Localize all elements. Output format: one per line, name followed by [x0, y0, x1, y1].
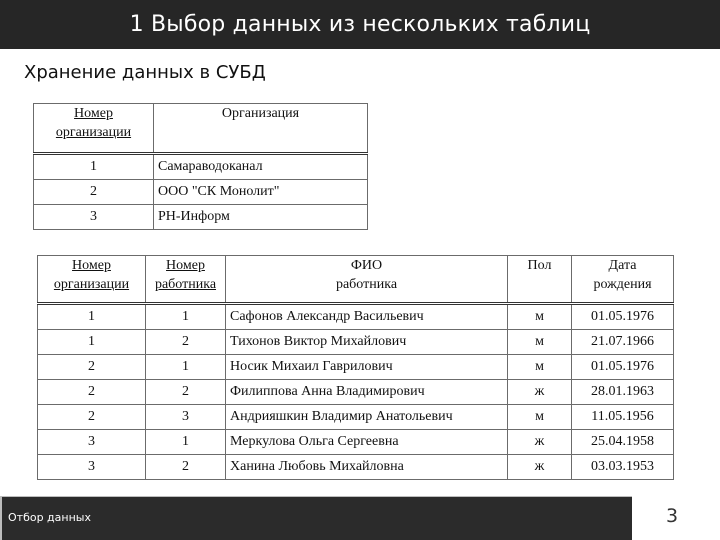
title-bar — [0, 0, 720, 49]
table-row — [34, 180, 368, 205]
column-header: ФИО работника — [226, 256, 508, 304]
table-cell: 2 — [34, 180, 154, 205]
table-cell: 01.05.1976 — [572, 355, 674, 380]
page-number: 3 — [666, 505, 679, 527]
footer-text: Отбор данных — [8, 511, 91, 524]
table-cell: 1 — [146, 304, 226, 330]
table-row — [38, 355, 674, 380]
slide-subtitle: Хранение данных в СУБД — [24, 62, 266, 83]
table-cell: Ханина Любовь Михайловна — [226, 455, 508, 480]
column-header: Номер организации — [38, 256, 146, 304]
slide-title: 1 Выбор данных из нескольких таблиц — [129, 12, 591, 37]
workers-table — [37, 255, 674, 480]
table-cell: 3 — [34, 205, 154, 230]
table-cell: 21.07.1966 — [572, 330, 674, 355]
table-row — [34, 205, 368, 230]
table-cell: 2 — [38, 355, 146, 380]
table-cell: 2 — [38, 405, 146, 430]
column-header: Номер работника — [146, 256, 226, 304]
table-header-row — [34, 104, 368, 154]
table-row — [38, 405, 674, 430]
column-header: Дата рождения — [572, 256, 674, 304]
table-cell: 11.05.1956 — [572, 405, 674, 430]
table-row — [38, 380, 674, 405]
table-cell: Филиппова Анна Владимирович — [226, 380, 508, 405]
table-header-row — [38, 256, 674, 304]
table-cell: м — [508, 355, 572, 380]
table-cell: Самараводоканал — [154, 154, 368, 180]
organizations-table — [33, 103, 368, 230]
table-row — [34, 154, 368, 180]
table-cell: 2 — [38, 380, 146, 405]
footer-bar — [0, 496, 632, 540]
table-cell: 28.01.1963 — [572, 380, 674, 405]
table-cell: 1 — [34, 154, 154, 180]
table-cell: 1 — [146, 355, 226, 380]
table-row — [38, 304, 674, 330]
column-header: Номер организации — [34, 104, 154, 154]
table-cell: 3 — [38, 455, 146, 480]
table-cell: РН-Информ — [154, 205, 368, 230]
column-header: Организация — [154, 104, 368, 154]
table-row — [38, 455, 674, 480]
table-cell: 03.03.1953 — [572, 455, 674, 480]
table-cell: Тихонов Виктор Михайлович — [226, 330, 508, 355]
table-cell: 2 — [146, 380, 226, 405]
table-cell: ж — [508, 455, 572, 480]
table-row — [38, 330, 674, 355]
table-cell: м — [508, 330, 572, 355]
table-cell: м — [508, 405, 572, 430]
column-header: Пол — [508, 256, 572, 304]
table-cell: 3 — [146, 405, 226, 430]
table-row — [38, 430, 674, 455]
table-cell: 01.05.1976 — [572, 304, 674, 330]
table-cell: Носик Михаил Гаврилович — [226, 355, 508, 380]
table-cell: ООО "СК Монолит" — [154, 180, 368, 205]
table-cell: 1 — [146, 430, 226, 455]
table-cell: 25.04.1958 — [572, 430, 674, 455]
table-cell: 1 — [38, 304, 146, 330]
table-cell: 1 — [38, 330, 146, 355]
table-cell: Меркулова Ольга Сергеевна — [226, 430, 508, 455]
table-cell: 2 — [146, 455, 226, 480]
table-cell: ж — [508, 380, 572, 405]
table-cell: Сафонов Александр Васильевич — [226, 304, 508, 330]
table-cell: м — [508, 304, 572, 330]
page-number-area — [642, 496, 720, 540]
table-cell: ж — [508, 430, 572, 455]
table-cell: 2 — [146, 330, 226, 355]
table-cell: 3 — [38, 430, 146, 455]
table-cell: Андрияшкин Владимир Анатольевич — [226, 405, 508, 430]
